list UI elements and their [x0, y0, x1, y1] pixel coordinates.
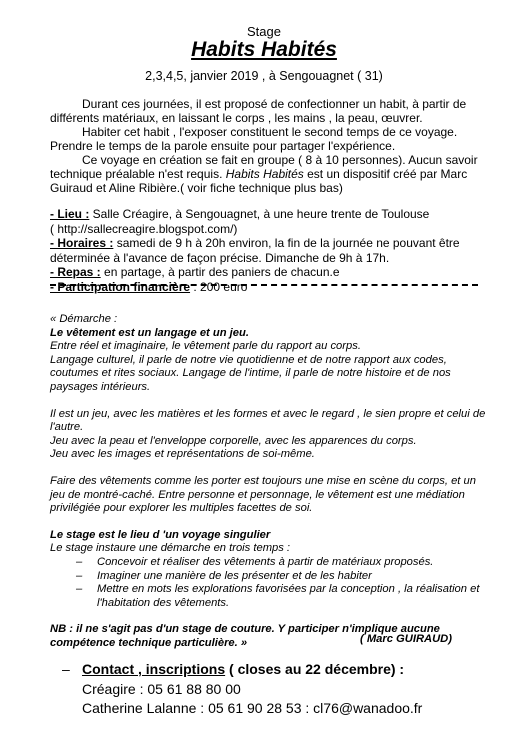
- info-lieu: [50, 207, 490, 222]
- voyage-title: Le stage est le lieu d 'un voyage singulier: [50, 528, 271, 541]
- body-paragraph-6: Faire des vêtements comme les porter est toujours une mise en scène du corps, et un jeu de montré-caché. Entre personne et personnage, le vêtement est une médiation privilégiée pour explorer les multiples facettes de soi.: [50, 474, 476, 515]
- participation-text: : 200 euro: [190, 279, 248, 294]
- intro-paragraph-2: Habiter cet habit , l'exposer constituent le second temps de ce voyage.: [82, 125, 458, 139]
- list-dash: –: [76, 555, 83, 568]
- intro-paragraph-1: Durant ces journées, il est proposé de confectionner un habit, à partir de différents matériaux, en laissant le corps , les mains , la peau, œuvrer.: [50, 97, 467, 125]
- body-paragraph-2: Langage culturel, il parle de notre vie quotidienne et de notre rapport aux codes, coutumes et rites sociaux. Langage de l'intime, il parle de notre histoire et de nos paysages intérieurs.: [50, 353, 451, 393]
- horaires-label: - Horaires :: [50, 236, 114, 250]
- intro-paragraph-3: Prendre le temps de la parole ensuite pour partager l'expérience.: [50, 139, 396, 153]
- lieu-label: - Lieu :: [50, 207, 90, 221]
- signature: ( Marc GUIRAUD): [360, 633, 452, 645]
- contact-line-2: Catherine Lalanne : 05 61 90 28 53 : cl76@wanadoo.fr: [82, 700, 423, 716]
- intro-paragraph-4: [50, 153, 490, 195]
- demarche-label: « Démarche :: [50, 313, 118, 325]
- list-item-text: Concevoir et réaliser des vêtements à partir de matériaux proposés.: [97, 555, 434, 568]
- dashed-separator: [50, 284, 478, 286]
- list-item-text: Mettre en mots les explorations favorisées par la conception , la réalisation et l'habitation des vêtements.: [97, 583, 480, 609]
- body-paragraph-1: Entre réel et imaginaire, le vêtement parle du rapport au corps.: [50, 340, 361, 353]
- info-lieu-url[interactable]: ( http://sallecreagire.blogspot.com/): [50, 221, 238, 236]
- lieu-text: Salle Créagire, à Sengouagnet, à une heure trente de Toulouse: [89, 207, 430, 221]
- info-participation: [50, 280, 490, 295]
- list-item-text: Imaginer une manière de les présenter et de les habiter: [97, 569, 372, 582]
- demarche-section: [50, 313, 490, 650]
- info-repas: [50, 265, 490, 280]
- body-paragraph-4: Jeu avec la peau et l'enveloppe corporelle, avec les apparences du corps.: [50, 434, 417, 447]
- page-title: Habits Habités: [191, 38, 337, 61]
- horaires-text: samedi de 9 h à 20h environ, la fin de la journée ne pouvant être: [113, 236, 460, 250]
- intro-p4-title: Habits Habités: [225, 167, 304, 181]
- list-item: [50, 556, 490, 570]
- contact-section: [62, 660, 422, 719]
- contact-link[interactable]: Contact , inscriptions: [82, 661, 226, 677]
- practical-info: [50, 207, 490, 294]
- list-item: [50, 583, 490, 610]
- contact-heading-rest: ( closes au 22 décembre) :: [225, 661, 405, 677]
- intro-section: [50, 97, 490, 195]
- participation-label: - Participation financière: [50, 279, 191, 294]
- nb-note: NB : il ne s'agit pas d'un stage de couture. Y participer n'implique aucune compétence technique particulière. »: [50, 623, 440, 649]
- contact-heading: [82, 660, 422, 680]
- repas-label: - Repas :: [50, 265, 101, 279]
- contact-line-1: Créagire : 05 61 88 80 00: [82, 680, 241, 697]
- repas-text: en partage, à partir des paniers de chacun.e: [100, 265, 340, 279]
- contact-dash: –: [62, 661, 70, 677]
- list-item: [50, 570, 490, 584]
- intro-p4-end: est un dispositif créé par Marc Guiraud et Aline Ribière.( voir fiche technique plus bas): [50, 167, 468, 195]
- body-paragraph-3: Il est un jeu, avec les matières et les formes et avec le regard , le sien propre et celui de l'autre.: [50, 407, 486, 434]
- info-horaires-2: déterminée à l'avance de façon précise. Dimanche de 9h à 17h.: [50, 250, 390, 265]
- info-horaires: [50, 236, 490, 251]
- dates-location: 2,3,4,5, janvier 2019 , à Sengouagnet ( 31): [145, 69, 383, 83]
- stage-label: Stage: [247, 24, 281, 39]
- list-dash: –: [76, 583, 83, 596]
- voyage-intro: Le stage instaure une démarche en trois temps :: [50, 542, 291, 555]
- body-paragraph-5: Jeu avec les images et représentations de soi-même.: [50, 448, 315, 461]
- list-dash: –: [76, 569, 83, 582]
- intro-p4-start: Ce voyage en création se fait en groupe ( 8 à 10 personnes). Aucun savoir technique préalable n'est requis.: [50, 153, 478, 181]
- demarche-title: Le vêtement est un langage et un jeu.: [50, 326, 249, 339]
